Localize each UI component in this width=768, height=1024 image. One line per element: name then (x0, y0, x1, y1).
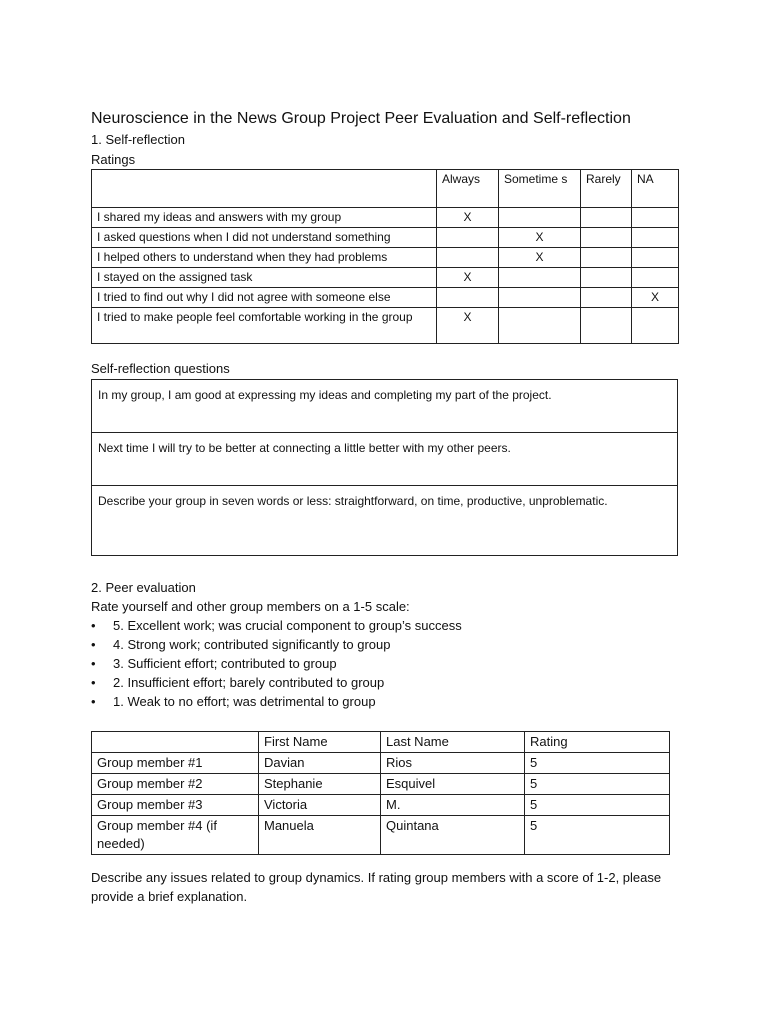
ratings-mark-rarely (581, 288, 632, 308)
peer-member: Group member #4 (if needed) (92, 816, 259, 855)
ratings-statement: I shared my ideas and answers with my group (92, 208, 437, 228)
peer-header-last: Last Name (381, 732, 525, 753)
ratings-mark-always (437, 228, 499, 248)
ratings-mark-na (632, 208, 679, 228)
ratings-mark-sometimes: X (499, 228, 581, 248)
ratings-header-sometimes: Sometime s (499, 170, 581, 208)
peer-rating: 5 (525, 816, 670, 855)
peer-member: Group member #2 (92, 774, 259, 795)
peer-table (91, 731, 670, 855)
self-reflection-label: Self-reflection questions (91, 361, 230, 376)
ratings-statement: I stayed on the assigned task (92, 268, 437, 288)
peer-rating: 5 (525, 774, 670, 795)
self-reflection-row (92, 433, 678, 486)
ratings-mark-always: X (437, 268, 499, 288)
issues-prompt: Describe any issues related to group dynamics. If rating group members with a score of 1-2, please provide a brief explanation. (91, 870, 662, 904)
self-reflection-answer: Next time I will try to be better at connecting a little better with my other peers. (92, 433, 678, 486)
ratings-mark-rarely (581, 208, 632, 228)
document-title: Neuroscience in the News Group Project Peer Evaluation and Self-reflection (91, 110, 631, 127)
self-reflection-row (92, 486, 678, 556)
ratings-mark-rarely (581, 268, 632, 288)
peer-header-rating: Rating (525, 732, 670, 753)
ratings-mark-sometimes: X (499, 248, 581, 268)
peer-last-name: Quintana (381, 816, 525, 855)
ratings-mark-always: X (437, 308, 499, 344)
rating-scale-list (91, 616, 462, 711)
ratings-header-rarely: Rarely (581, 170, 632, 208)
self-reflection-table (91, 379, 678, 556)
peer-row (92, 795, 670, 816)
ratings-header-na: NA (632, 170, 679, 208)
scale-item: • 2. Insufficient effort; barely contributed to group (91, 673, 462, 692)
ratings-header-blank (92, 170, 437, 208)
ratings-row (92, 288, 679, 308)
self-reflection-answer: In my group, I am good at expressing my ideas and completing my part of the project. (92, 380, 678, 433)
peer-rating: 5 (525, 753, 670, 774)
ratings-statement: I asked questions when I did not understand something (92, 228, 437, 248)
scale-item: • 4. Strong work; contributed significantly to group (91, 635, 462, 654)
scale-item: • 3. Sufficient effort; contributed to group (91, 654, 462, 673)
ratings-mark-always (437, 248, 499, 268)
ratings-mark-na: X (632, 288, 679, 308)
ratings-header-always: Always (437, 170, 499, 208)
peer-header-member (92, 732, 259, 753)
ratings-mark-na (632, 228, 679, 248)
peer-last-name: Esquivel (381, 774, 525, 795)
ratings-mark-always (437, 288, 499, 308)
scale-intro: Rate yourself and other group members on a 1-5 scale: (91, 599, 410, 614)
ratings-mark-na (632, 268, 679, 288)
ratings-row (92, 208, 679, 228)
scale-item: • 1. Weak to no effort; was detrimental to group (91, 692, 462, 711)
ratings-row (92, 248, 679, 268)
peer-first-name: Stephanie (259, 774, 381, 795)
ratings-table (91, 169, 679, 344)
ratings-mark-sometimes (499, 288, 581, 308)
ratings-header-row (92, 170, 679, 208)
ratings-row (92, 228, 679, 248)
peer-last-name: M. (381, 795, 525, 816)
ratings-label: Ratings (91, 152, 136, 167)
ratings-mark-rarely (581, 228, 632, 248)
ratings-mark-rarely (581, 308, 632, 344)
ratings-mark-na (632, 308, 679, 344)
peer-header-first: First Name (259, 732, 381, 753)
ratings-statement: I tried to make people feel comfortable working in the group (92, 308, 437, 344)
peer-rating: 5 (525, 795, 670, 816)
peer-row (92, 753, 670, 774)
ratings-mark-always: X (437, 208, 499, 228)
peer-member: Group member #1 (92, 753, 259, 774)
ratings-mark-na (632, 248, 679, 268)
peer-last-name: Rios (381, 753, 525, 774)
peer-row (92, 816, 670, 855)
ratings-mark-sometimes (499, 308, 581, 344)
peer-first-name: Victoria (259, 795, 381, 816)
ratings-row (92, 268, 679, 288)
self-reflection-row (92, 380, 678, 433)
ratings-statement: I helped others to understand when they had problems (92, 248, 437, 268)
section1-heading: 1. Self-reflection (91, 132, 185, 147)
ratings-mark-sometimes (499, 208, 581, 228)
peer-first-name: Manuela (259, 816, 381, 855)
ratings-mark-sometimes (499, 268, 581, 288)
peer-header-row (92, 732, 670, 753)
peer-row (92, 774, 670, 795)
ratings-statement: I tried to find out why I did not agree with someone else (92, 288, 437, 308)
scale-item: • 5. Excellent work; was crucial component to group’s success (91, 616, 462, 635)
ratings-mark-rarely (581, 248, 632, 268)
peer-member: Group member #3 (92, 795, 259, 816)
section2-heading: 2. Peer evaluation (91, 580, 196, 595)
self-reflection-answer: Describe your group in seven words or less: straightforward, on time, productive, unproblematic. (92, 486, 678, 556)
ratings-row (92, 308, 679, 344)
peer-first-name: Davian (259, 753, 381, 774)
